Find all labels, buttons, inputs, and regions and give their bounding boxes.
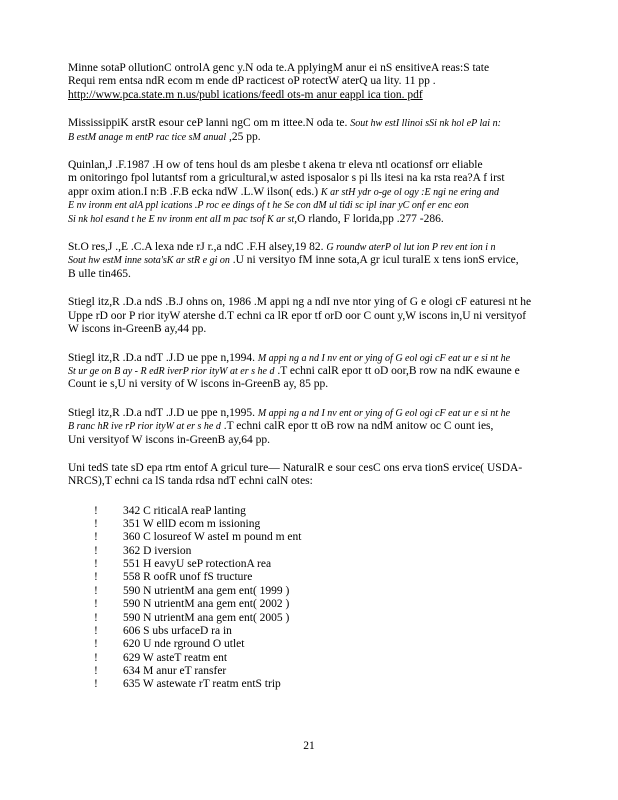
practice-item-label: 558 R oofR unof fS tructure: [123, 571, 253, 584]
reference-line: [68, 310, 560, 323]
reference-text: Stiegl itz,R .D.a ndT .J.D ue ppe n,1995.: [68, 406, 258, 419]
reference-line: [68, 159, 560, 172]
references: [68, 62, 560, 489]
reference-url-link[interactable]: http://www.pca.state.m n.us/publ ications/feedl ots-m anur eappl ica tion. pdf: [68, 88, 423, 101]
reference-text: .U ni versityo fM inne sota,A gr icul turalE x tens ionS ervice,: [229, 254, 519, 267]
reference-entry: [68, 241, 560, 281]
reference-line: [68, 378, 560, 391]
reference-text: W iscons in-GreenB ay,44 pp.: [68, 323, 207, 336]
practice-item-label: 590 N utrientM ana gem ent( 2002 ): [123, 598, 290, 611]
reference-entry: [68, 62, 560, 102]
reference-text: St.O res,J .,E .C.A lexa nde rJ r.,a ndC .F.H alsey,19 82.: [68, 241, 327, 254]
practice-list-item: [68, 518, 560, 531]
bullet-icon: !: [94, 651, 98, 664]
bullet-icon: !: [94, 611, 98, 624]
bullet-icon: !: [94, 558, 98, 571]
reference-line: [68, 131, 560, 144]
reference-text: Uppe rD oor P rior ityW atershe d.T echni ca lR epor tf orD oor C ount y,W iscons in,U ni versityof: [68, 309, 527, 322]
reference-text: E nv ironm ent alA ppl ications .P roc ee dings of t he Se con dM ul tidi sc ipl inar yC onf er enc eon: [68, 200, 469, 212]
reference-line: [68, 89, 560, 102]
reference-text: Count ie s,U ni versity of W iscons in-GreenB ay, 85 pp.: [68, 378, 329, 391]
reference-text: B ranc hR ive rP rior ityW at er s he d: [68, 421, 221, 433]
reference-text: M appi ng a nd I nv ent or ying of G eol ogi cF eat ur e si nt he: [257, 352, 511, 364]
reference-line: [68, 172, 560, 185]
practice-list-item: [68, 612, 560, 625]
reference-line: [68, 352, 560, 365]
reference-text: Requi rem entsa ndR ecom m ende dP racticest oP rotectW aterQ ua lity. 11 pp .: [68, 75, 436, 88]
reference-entry: [68, 159, 560, 226]
bullet-icon: !: [94, 504, 98, 517]
reference-line: [68, 117, 560, 130]
reference-line: [68, 475, 560, 488]
bullet-icon: !: [94, 638, 98, 651]
practice-list-item: [68, 531, 560, 544]
practice-item-label: 629 W asteT reatm ent: [123, 651, 228, 664]
practice-item-label: 634 M anur eT ransfer: [123, 664, 227, 677]
reference-line: [68, 407, 560, 420]
reference-text: Minne sotaP ollutionC ontrolA genc y.N oda te.A pplyingM anur ei nS ensitiveA reas:S tate: [68, 62, 490, 74]
reference-text: MississippiK arstR esour ceP lanni ngC om m ittee.N oda te.: [68, 117, 351, 130]
bullet-icon: !: [94, 598, 98, 611]
reference-text: Sout hw estI llinoi sSi nk hol eP lai n:: [350, 118, 501, 130]
reference-text: m onitoringo fpol lutantsf rom a gricultural,w asted isposalor s pi lls itesi na ka rsta rea?A f irst: [68, 172, 505, 185]
bullet-icon: !: [94, 664, 98, 677]
reference-line: [68, 241, 560, 254]
practice-list-item: [68, 625, 560, 638]
reference-line: [68, 296, 560, 309]
practice-list-item: [68, 571, 560, 584]
reference-text: B ulle tin465.: [68, 267, 131, 280]
reference-text: Quinlan,J .F.1987 .H ow of tens houl ds am plesbe t akena tr eleva ntl ocationsf orr eliable: [68, 159, 483, 172]
practice-list-item: [68, 505, 560, 518]
practice-item-label: 342 C riticalA reaP lanting: [123, 504, 246, 517]
reference-line: [68, 323, 560, 336]
reference-entry: [68, 462, 560, 489]
practice-item-label: 635 W astewate rT reatm entS trip: [123, 678, 281, 691]
reference-text: M appi ng a nd I nv ent or ying of G eol ogi cF eat ur e si nt he: [257, 407, 511, 419]
bullet-icon: !: [94, 624, 98, 637]
practice-item-label: 362 D iversion: [123, 544, 192, 557]
reference-text: Stiegl itz,R .D.a ndT .J.D ue ppe n,1994.: [68, 351, 258, 364]
practice-item-label: 360 C losureof W asteI m pound m ent: [123, 531, 302, 544]
reference-line: [68, 462, 560, 475]
bullet-icon: !: [94, 678, 98, 691]
reference-line: [68, 254, 560, 267]
practice-list-item: [68, 665, 560, 678]
bullet-icon: !: [94, 544, 98, 557]
references-section: [68, 62, 560, 692]
reference-text: Si nk hol esand t he E nv ironm ent alI m pac tsof K ar st: [68, 213, 295, 225]
reference-line: [68, 434, 560, 447]
bullet-icon: !: [94, 531, 98, 544]
practice-list-item: [68, 585, 560, 598]
page-number: 21: [303, 740, 315, 752]
practice-item-label: 620 U nde rground O utlet: [123, 638, 245, 651]
reference-line: [68, 365, 560, 378]
reference-text: ,25 pp.: [226, 130, 261, 143]
practice-list-item: [68, 545, 560, 558]
reference-line: [68, 268, 560, 281]
practice-item-label: 606 S ubs urfaceD ra in: [123, 624, 232, 637]
reference-line: [68, 75, 560, 88]
practice-item-label: 351 W ellD ecom m issioning: [123, 518, 261, 531]
reference-text: Uni tedS tate sD epa rtm entof A gricul ture— NaturalR e sour cesC ons erva tionS ervice( USDA-: [68, 461, 523, 474]
practice-list-item: [68, 652, 560, 665]
reference-entry: [68, 296, 560, 336]
practice-item-label: 551 H eavyU seP rotectionA rea: [123, 558, 272, 571]
practice-item-label: 590 N utrientM ana gem ent( 2005 ): [123, 611, 290, 624]
bullet-icon: !: [94, 584, 98, 597]
reference-text: B estM anage m entP rac tice sM anual: [68, 131, 227, 143]
reference-entry: [68, 352, 560, 392]
reference-text: .T echni calR epor tt oB row na ndM anitow oc C ount ies,: [220, 420, 494, 433]
practice-list-item: [68, 598, 560, 611]
reference-text: G roundw aterP ol lut ion P rev ent ion i n: [326, 242, 496, 254]
practice-list-item: [68, 558, 560, 571]
reference-line: [68, 420, 560, 433]
reference-line: [68, 199, 560, 212]
reference-text: Uni versityof W iscons in-GreenB ay,64 pp.: [68, 433, 270, 446]
practice-item-label: 590 N utrientM ana gem ent( 1999 ): [123, 584, 290, 597]
bullet-icon: !: [94, 571, 98, 584]
reference-text: .T echni calR epor tt oD oor,B row na ndK ewaune e: [274, 364, 520, 377]
reference-text: appr oxim ation.I n:B .F.B ecka ndW .L.W ilson( eds.): [68, 185, 321, 198]
reference-text: K ar stH ydr o-ge ol ogy :E ngi ne ering and: [320, 186, 499, 198]
practice-list-item: [68, 638, 560, 651]
reference-text: St ur ge on B ay - R edR iverP rior ityW at er s he d: [68, 365, 275, 377]
reference-line: [68, 186, 560, 199]
practice-list: [68, 505, 560, 692]
reference-text: NRCS),T echni ca lS tanda rdsa ndT echni calN otes:: [68, 475, 313, 488]
reference-line: [68, 62, 560, 75]
reference-entry: [68, 407, 560, 447]
reference-text: Sout hw estM inne sota'sK ar stR e gi on: [68, 255, 230, 267]
reference-entry: [68, 117, 560, 144]
practice-list-item: [68, 678, 560, 691]
reference-text: Stiegl itz,R .D.a ndS .B.J ohns on, 1986 .M appi ng a ndI nve ntor ying of G e ologi cF eaturesi nt he: [68, 296, 532, 309]
reference-text: ,O rlando, F lorida,pp .277 -286.: [294, 212, 444, 225]
bullet-icon: !: [94, 518, 98, 531]
reference-line: [68, 213, 560, 226]
